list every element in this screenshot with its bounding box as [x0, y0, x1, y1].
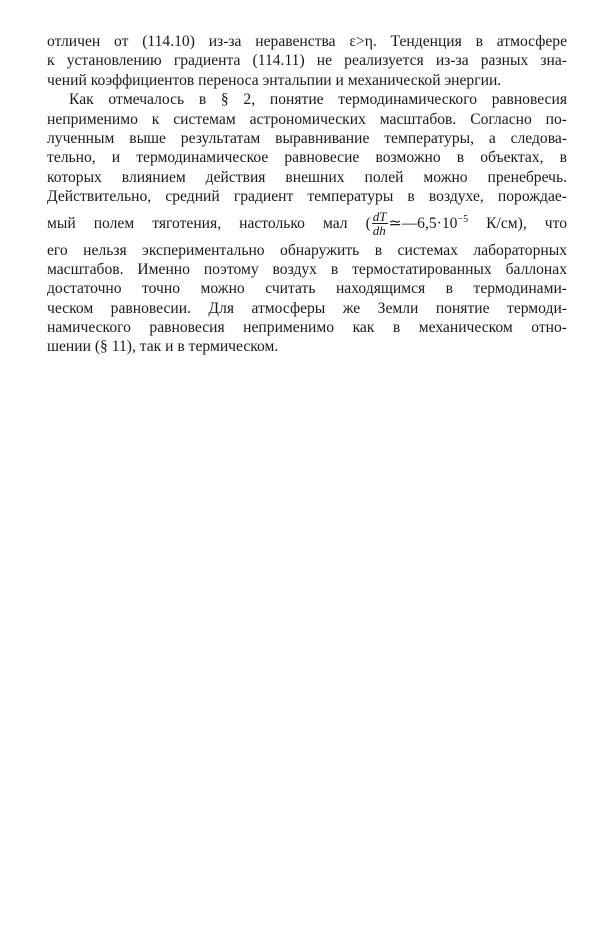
- text-line: Действительно, средний градиент температуры в воздухе, порождае-: [47, 188, 567, 206]
- text-line: чений коэффициентов переноса энтальпии и механической энергии.: [47, 71, 502, 89]
- text-line: тельно, и термодинамическое равновесие возможно в объектах, в: [47, 149, 567, 167]
- text-line: шении (§ 11), так и в термическом.: [47, 338, 279, 356]
- text-line: масштабов. Именно поэтому воздух в термостатированных баллонах: [47, 260, 567, 278]
- formula-line: [47, 207, 567, 241]
- formula-suffix: К/см), что: [468, 214, 567, 232]
- fraction-denominator: dh: [372, 223, 386, 239]
- paragraph-1: [47, 32, 567, 90]
- text-line: его нельзя экспериментально обнаружить в системах лабораторных: [47, 241, 567, 259]
- text-line: к установлению градиента (114.11) не реализуется из-за разных зна-: [47, 52, 567, 70]
- paragraph-2: [47, 90, 567, 357]
- formula-relation: ≃—6,5·10: [388, 214, 458, 232]
- fraction-numerator: dT: [372, 209, 387, 225]
- formula-prefix: мый полем тяготения, настолько мал (: [47, 214, 371, 232]
- text-line: неприменимо к системам астрономических масштабов. Согласно по-: [47, 110, 567, 128]
- text-line: ческом равновесии. Для атмосферы же Земли понятие термоди-: [47, 299, 567, 317]
- body-text: [47, 32, 567, 357]
- temperature-gradient-fraction: [372, 210, 388, 237]
- text-line: которых влиянием действия внешних полей можно пренебречь.: [47, 168, 567, 186]
- formula-exponent: −5: [457, 213, 469, 225]
- text-line: достаточно точно можно считать находящимся в термодинами-: [47, 280, 567, 298]
- text-line: отличен от (114.10) из-за неравенства ε>η. Тенденция в атмосфере: [47, 33, 567, 50]
- text-line: Как отмечалось в § 2, понятие термодинамического равновесия: [69, 91, 567, 109]
- text-line: намического равновесия неприменимо как в механическом отно-: [47, 319, 567, 337]
- text-line: лученным выше результатам выравнивание температуры, а следова-: [47, 129, 567, 147]
